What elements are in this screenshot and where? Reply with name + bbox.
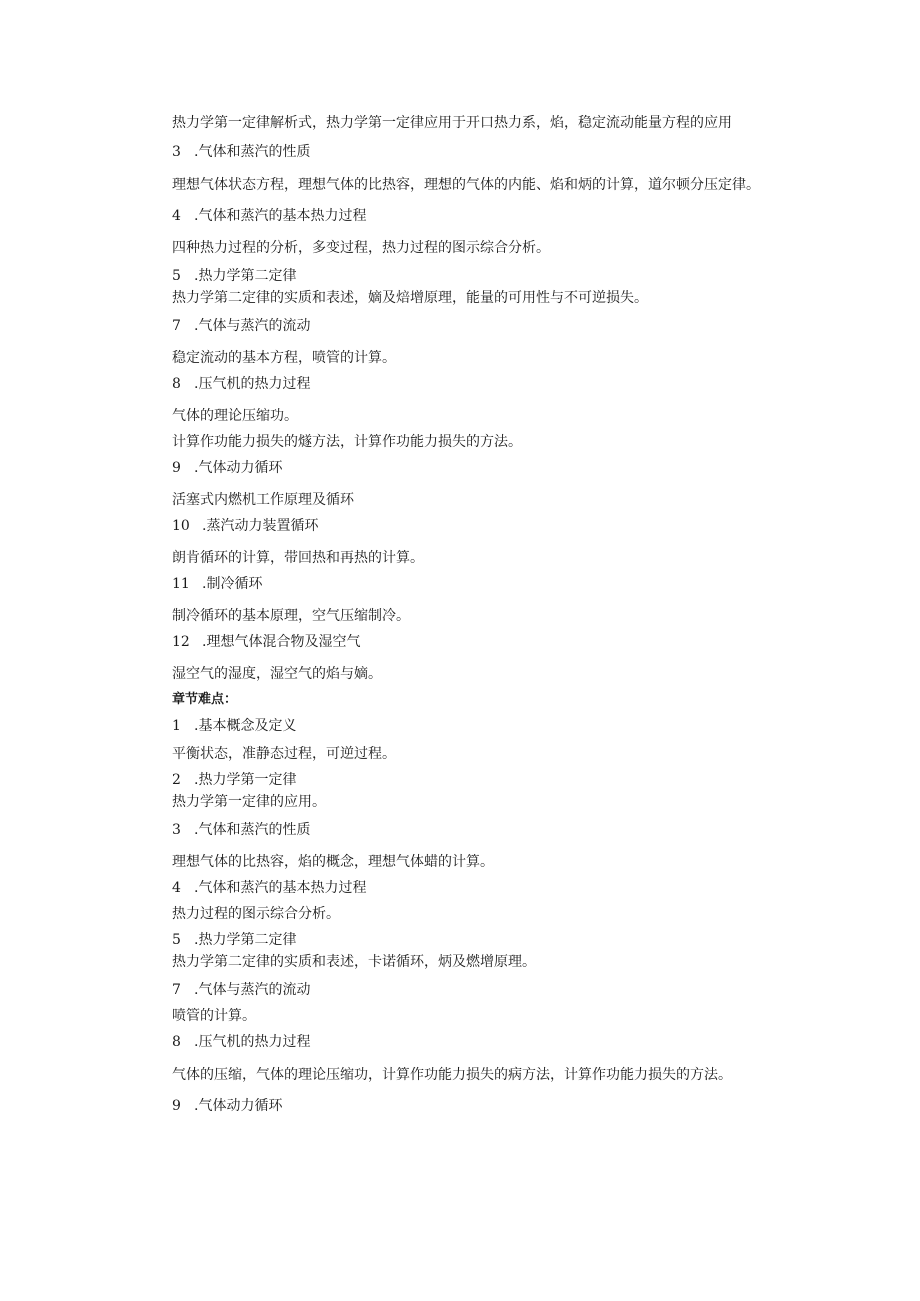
section-description: 四种热力过程的分析，多变过程，热力过程的图示综合分析。 <box>172 240 550 256</box>
section-description: 稳定流动的基本方程，喷管的计算。 <box>172 350 396 366</box>
section-heading: 1 .基本概念及定义 <box>172 718 297 734</box>
section-heading: 2 .热力学第一定律 <box>172 772 297 788</box>
section-heading: 5 .热力学第二定律 <box>172 932 297 948</box>
section-heading: 9 .气体动力循环 <box>172 460 283 476</box>
section-heading: 4 .气体和蒸汽的基本热力过程 <box>172 208 367 224</box>
section-description: 理想气体的比热容，焰的概念，理想气体蜡的计算。 <box>172 854 494 870</box>
section-description: 气体的压缩，气体的理论压缩功，计算作功能力损失的病方法，计算作功能力损失的方法。 <box>172 1067 732 1083</box>
section-description: 朗肯循环的计算，带回热和再热的计算。 <box>172 550 424 566</box>
section-heading: 8 .压气机的热力过程 <box>172 1034 311 1050</box>
section-description: 制冷循环的基本原理，空气压缩制冷。 <box>172 608 410 624</box>
difficulties-heading: 章节难点： <box>172 692 238 707</box>
section-description: 热力学第二定律的实质和表述，嫡及焙增原理，能量的可用性与不可逆损失。 <box>172 290 648 306</box>
section-heading: 4 .气体和蒸汽的基本热力过程 <box>172 880 367 896</box>
section-heading: 11 .制冷循环 <box>172 576 263 592</box>
section-heading: 7 .气体与蒸汽的流动 <box>172 982 311 998</box>
section-description: 活塞式内燃机工作原理及循环 <box>172 492 354 508</box>
section-description: 平衡状态，准静态过程，可逆过程。 <box>172 746 396 762</box>
section-heading: 3 .气体和蒸汽的性质 <box>172 822 311 838</box>
section-heading: 7 .气体与蒸汽的流动 <box>172 318 311 334</box>
section-description: 湿空气的湿度，湿空气的焰与嫡。 <box>172 666 382 682</box>
section-heading: 9 .气体动力循环 <box>172 1098 283 1114</box>
section-description: 计算作功能力损失的燧方法，计算作功能力损失的方法。 <box>172 434 522 450</box>
section-description: 热力学第二定律的实质和表述，卡诺循环，炳及燃增原理。 <box>172 954 536 970</box>
section-description: 喷管的计算。 <box>172 1008 256 1024</box>
section-description: 热力学第一定律的应用。 <box>172 794 326 810</box>
document-body <box>137 111 787 1117</box>
section-description: 热力过程的图示综合分析。 <box>172 906 340 922</box>
section-heading: 12 .理想气体混合物及湿空气 <box>172 634 361 650</box>
section-heading: 3 .气体和蒸汽的性质 <box>172 144 311 160</box>
section-heading: 5 .热力学第二定律 <box>172 268 297 284</box>
section-description: 气体的理论压缩功。 <box>172 408 298 424</box>
section-heading: 10 .蒸汽动力装置循环 <box>172 518 319 534</box>
section-description: 理想气体状态方程，理想气体的比热容，理想的气体的内能、焰和炳的计算，道尔顿分压定律。 <box>172 177 760 193</box>
intro-paragraph: 热力学第一定律解析式，热力学第一定律应用于开口热力系，焰，稳定流动能量方程的应用 <box>172 115 732 131</box>
section-heading: 8 .压气机的热力过程 <box>172 376 311 392</box>
